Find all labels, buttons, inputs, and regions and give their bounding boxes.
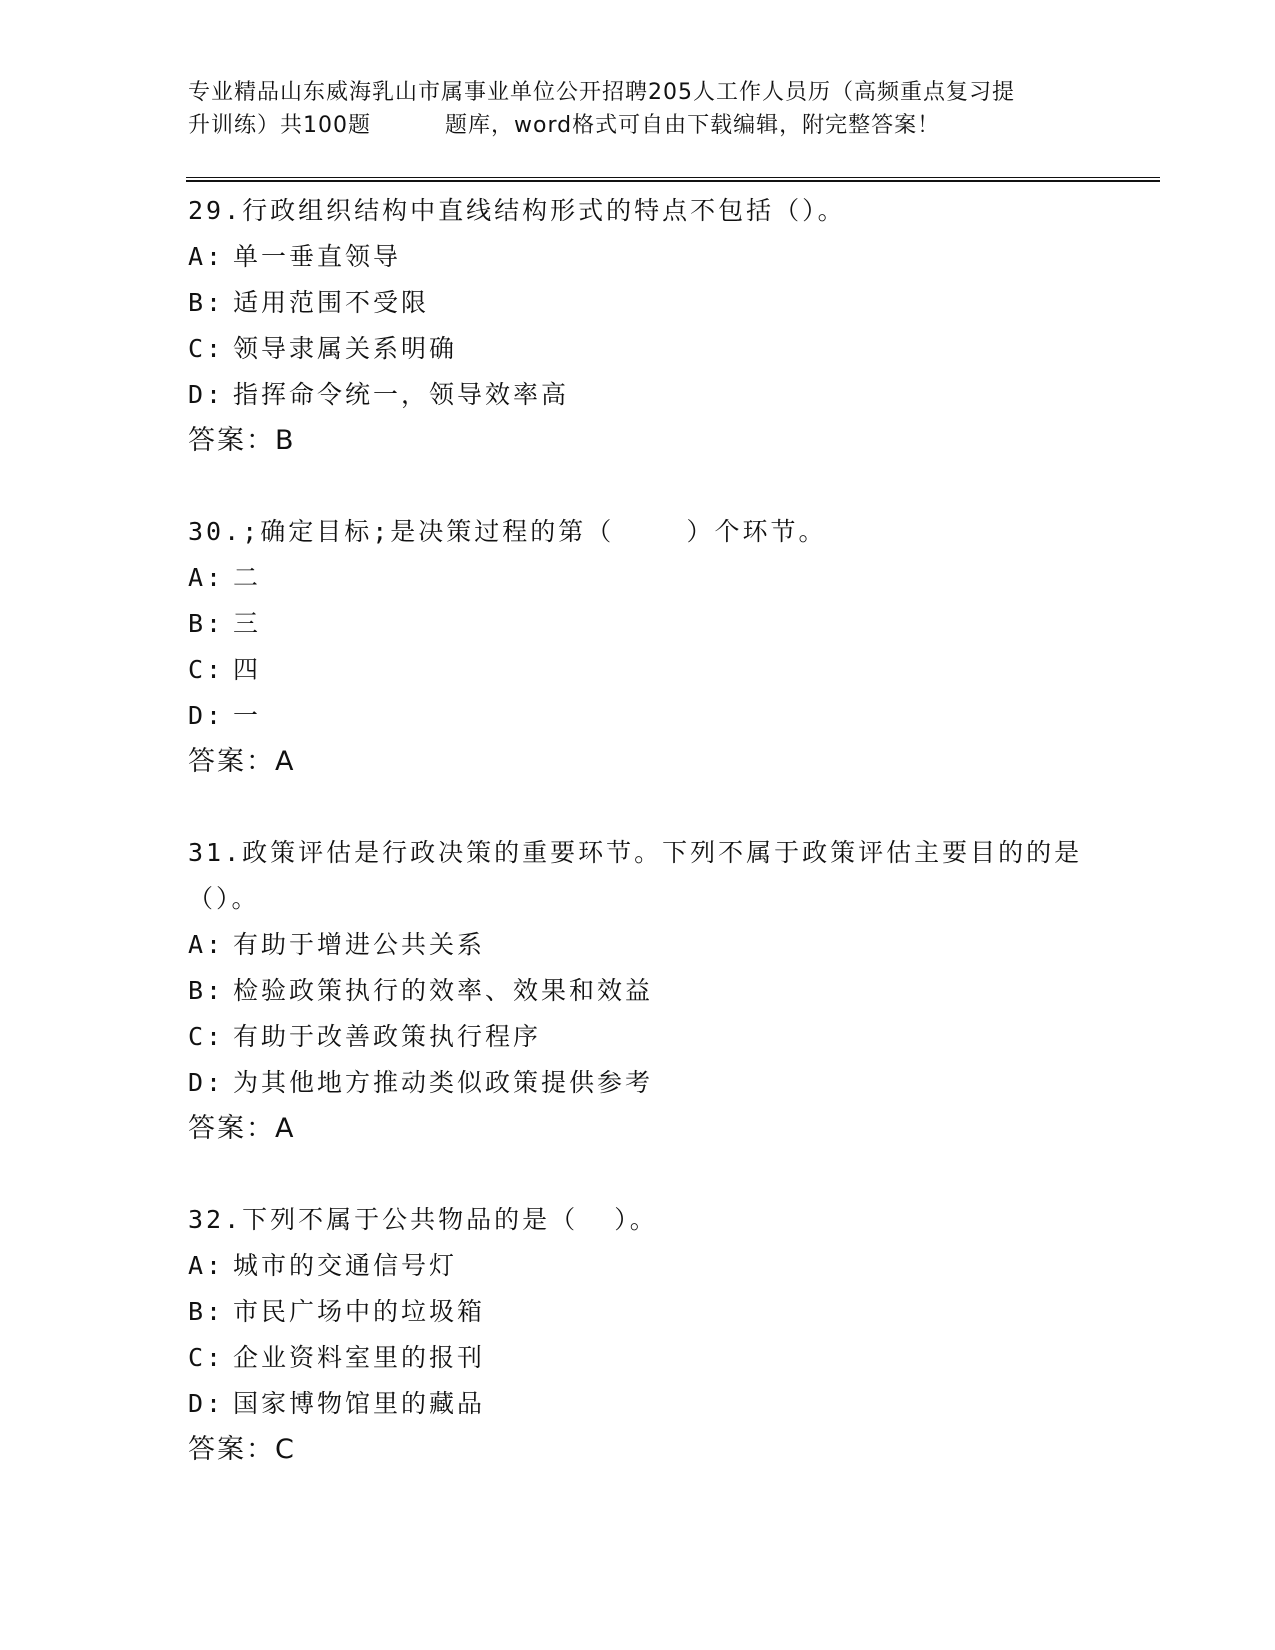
option-letter: A: xyxy=(188,242,225,271)
option-letter: B: xyxy=(188,609,225,638)
option-b xyxy=(188,1289,1088,1335)
header-line-1: 专业精品山东威海乳山市属事业单位公开招聘205人工作人员历（高频重点复习提 xyxy=(188,80,1015,105)
answer-line: 答案：A xyxy=(188,746,296,777)
option-b xyxy=(188,968,1088,1014)
option-letter: A: xyxy=(188,1251,225,1280)
answer-line: 答案：C xyxy=(188,1434,296,1465)
option-b xyxy=(188,601,1088,647)
option-c xyxy=(188,1014,1088,1060)
option-text: 领导隶属关系明确 xyxy=(233,334,458,363)
option-letter: D: xyxy=(188,1068,225,1097)
option-letter: C: xyxy=(188,1022,225,1051)
option-c xyxy=(188,647,1088,693)
question-text: 31.政策评估是行政决策的重要环节。下列不属于政策评估主要目的的是（）。 xyxy=(188,838,1083,913)
question-text: 30.;确定目标;是决策过程的第（ ）个环节。 xyxy=(188,517,827,546)
question-29 xyxy=(188,188,1088,464)
option-letter: A: xyxy=(188,930,225,959)
option-text: 四 xyxy=(233,655,262,684)
option-d xyxy=(188,1060,1088,1106)
option-a xyxy=(188,555,1088,601)
option-letter: D: xyxy=(188,701,225,730)
option-letter: D: xyxy=(188,380,225,409)
option-text: 企业资料室里的报刊 xyxy=(233,1343,486,1372)
question-32 xyxy=(188,1197,1088,1473)
option-text: 检验政策执行的效率、效果和效益 xyxy=(233,976,654,1005)
question-30 xyxy=(188,509,1088,785)
option-text: 市民广场中的垃圾箱 xyxy=(233,1297,486,1326)
question-31 xyxy=(188,830,1088,1152)
option-letter: A: xyxy=(188,563,225,592)
option-text: 国家博物馆里的藏品 xyxy=(233,1389,486,1418)
document-header xyxy=(188,76,1088,142)
option-text: 适用范围不受限 xyxy=(233,288,430,317)
option-text: 单一垂直领导 xyxy=(233,242,402,271)
option-letter: D: xyxy=(188,1389,225,1418)
option-letter: C: xyxy=(188,1343,225,1372)
option-d xyxy=(188,1381,1088,1427)
question-text: 32.下列不属于公共物品的是（ ）。 xyxy=(188,1205,658,1234)
header-line-2 xyxy=(188,109,1088,142)
option-text: 三 xyxy=(233,609,262,638)
option-c xyxy=(188,1335,1088,1381)
option-a xyxy=(188,1243,1088,1289)
header-divider-thick xyxy=(186,180,1160,182)
option-text: 城市的交通信号灯 xyxy=(233,1251,458,1280)
option-text: 有助于增进公共关系 xyxy=(233,930,486,959)
option-letter: B: xyxy=(188,976,225,1005)
option-a xyxy=(188,234,1088,280)
option-letter: C: xyxy=(188,334,225,363)
header-line-2-part-b: 题库，word格式可自由下载编辑，附完整答案！ xyxy=(445,113,941,138)
option-text: 为其他地方推动类似政策提供参考 xyxy=(233,1068,654,1097)
option-text: 一 xyxy=(233,701,262,730)
option-d xyxy=(188,693,1088,739)
question-list xyxy=(188,188,1088,1473)
option-a xyxy=(188,922,1088,968)
option-letter: B: xyxy=(188,1297,225,1326)
option-d xyxy=(188,372,1088,418)
answer-line: 答案：B xyxy=(188,425,296,456)
header-divider-thin xyxy=(186,177,1160,178)
answer-line: 答案：A xyxy=(188,1113,296,1144)
option-letter: C: xyxy=(188,655,225,684)
option-c xyxy=(188,326,1088,372)
header-line-2-part-a: 升训练）共100题 xyxy=(188,113,371,138)
question-text: 29.行政组织结构中直线结构形式的特点不包括（）。 xyxy=(188,196,846,225)
option-b xyxy=(188,280,1088,326)
option-text: 有助于改善政策执行程序 xyxy=(233,1022,542,1051)
option-text: 指挥命令统一，领导效率高 xyxy=(233,380,570,409)
option-text: 二 xyxy=(233,563,262,592)
option-letter: B: xyxy=(188,288,225,317)
